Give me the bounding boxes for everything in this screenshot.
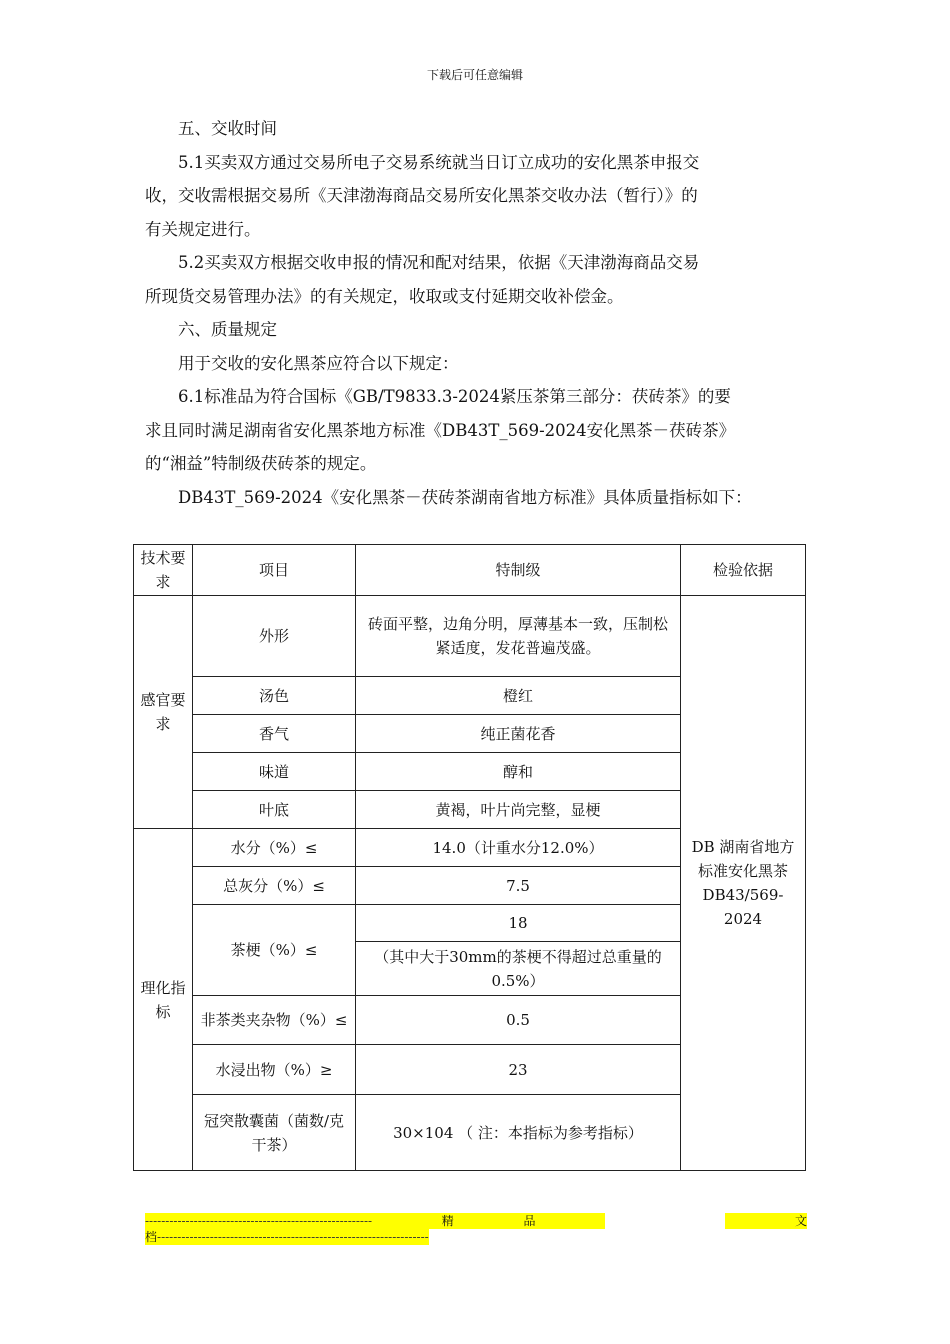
value-cell: 纯正菌花香 bbox=[356, 715, 681, 753]
header-grade: 特制级 bbox=[356, 545, 681, 596]
item-cell: 外形 bbox=[193, 596, 356, 677]
value-cell: 23 bbox=[356, 1045, 681, 1095]
header-tech-req: 技术要求 bbox=[134, 545, 193, 596]
para-6-1-line1: 6.1标准品为符合国标《GB/T9833.3-2024紧压茶第三部分：茯砖茶》的要 bbox=[178, 387, 731, 406]
value-cell: 橙红 bbox=[356, 677, 681, 715]
item-cell: 汤色 bbox=[193, 677, 356, 715]
value-cell: 30×104 （ 注：本指标为参考指标） bbox=[356, 1095, 681, 1171]
para-6-1-line3: 的“湘益”特制级茯砖茶的规定。 bbox=[145, 454, 377, 473]
group-sensory: 感官要求 bbox=[134, 596, 193, 829]
value-cell: 14.0（计重水分12.0%） bbox=[356, 829, 681, 867]
footer-char: 精 bbox=[441, 1214, 454, 1228]
footer-banner bbox=[145, 1213, 807, 1245]
table-intro: DB43T_569-2024《安化黑茶－茯砖茶湖南省地方标准》具体质量指标如下： bbox=[178, 487, 752, 507]
table-row bbox=[134, 596, 806, 677]
item-cell: 水分（%）≤ bbox=[193, 829, 356, 867]
value-cell: 18 bbox=[356, 905, 681, 942]
value-cell: 7.5 bbox=[356, 867, 681, 905]
footer-row-1 bbox=[145, 1213, 807, 1229]
footer-dashes: ------------------------------------------------------------------- bbox=[157, 1230, 429, 1244]
value-cell: 黄褐，叶片尚完整，显梗 bbox=[356, 791, 681, 829]
basis-cell: DB 湖南省地方标准安化黑茶 DB43/569-2024 bbox=[681, 596, 806, 1171]
footer-gap bbox=[605, 1213, 725, 1229]
footer-char: 档 bbox=[145, 1230, 158, 1244]
para-5-2-line1: 5.2买卖双方根据交收申报的情况和配对结果，依据《天津渤海商品交易 bbox=[178, 253, 700, 272]
footer-char: 品 bbox=[523, 1214, 536, 1228]
para-6-intro: 用于交收的安化黑茶应符合以下规定： bbox=[178, 353, 459, 373]
page-header: 下载后可任意编辑 bbox=[426, 68, 523, 82]
para-5-1-line3: 有关规定进行。 bbox=[145, 219, 261, 239]
value-cell: 0.5 bbox=[356, 996, 681, 1045]
item-cell: 非茶类夹杂物（%）≤ bbox=[193, 996, 356, 1045]
item-cell: 冠突散囊菌（菌数/克干茶） bbox=[193, 1095, 356, 1171]
group-physchem: 理化指标 bbox=[134, 829, 193, 1171]
para-6-1-line2: 求且同时满足湖南省安化黑茶地方标准《DB43T_569-2024安化黑茶－茯砖茶》 bbox=[145, 420, 736, 440]
heading-section-6: 六、质量规定 bbox=[178, 320, 277, 339]
footer-row-2 bbox=[145, 1229, 429, 1245]
footer-char: 文 bbox=[794, 1214, 807, 1228]
item-cell: 水浸出物（%）≥ bbox=[193, 1045, 356, 1095]
para-5-2-line2: 所现货交易管理办法》的有关规定，收取或支付延期交收补偿金。 bbox=[145, 286, 624, 306]
footer-dashes: -------------------------------------------------------- bbox=[145, 1214, 373, 1228]
item-cell: 味道 bbox=[193, 753, 356, 791]
heading-section-5: 五、交收时间 bbox=[178, 119, 277, 138]
quality-spec-table bbox=[133, 544, 806, 1171]
item-cell: 茶梗（%）≤ bbox=[193, 905, 356, 996]
item-cell: 总灰分（%）≤ bbox=[193, 867, 356, 905]
value-cell: 砖面平整，边角分明，厚薄基本一致，压制松紧适度，发花普遍茂盛。 bbox=[356, 596, 681, 677]
para-5-1-line1: 5.1买卖双方通过交易所电子交易系统就当日订立成功的安化黑茶申报交 bbox=[178, 152, 700, 172]
item-cell: 叶底 bbox=[193, 791, 356, 829]
header-basis: 检验依据 bbox=[681, 545, 806, 596]
value-cell: 醇和 bbox=[356, 753, 681, 791]
document-body bbox=[145, 112, 807, 514]
para-5-1-line2: 收，交收需根据交易所《天津渤海商品交易所安化黑茶交收办法（暂行）》的 bbox=[145, 186, 698, 205]
header-item: 项目 bbox=[193, 545, 356, 596]
value-cell: （其中大于30mm的茶梗不得超过总重量的0.5%） bbox=[356, 942, 681, 996]
item-cell: 香气 bbox=[193, 715, 356, 753]
table-header-row bbox=[134, 545, 806, 596]
